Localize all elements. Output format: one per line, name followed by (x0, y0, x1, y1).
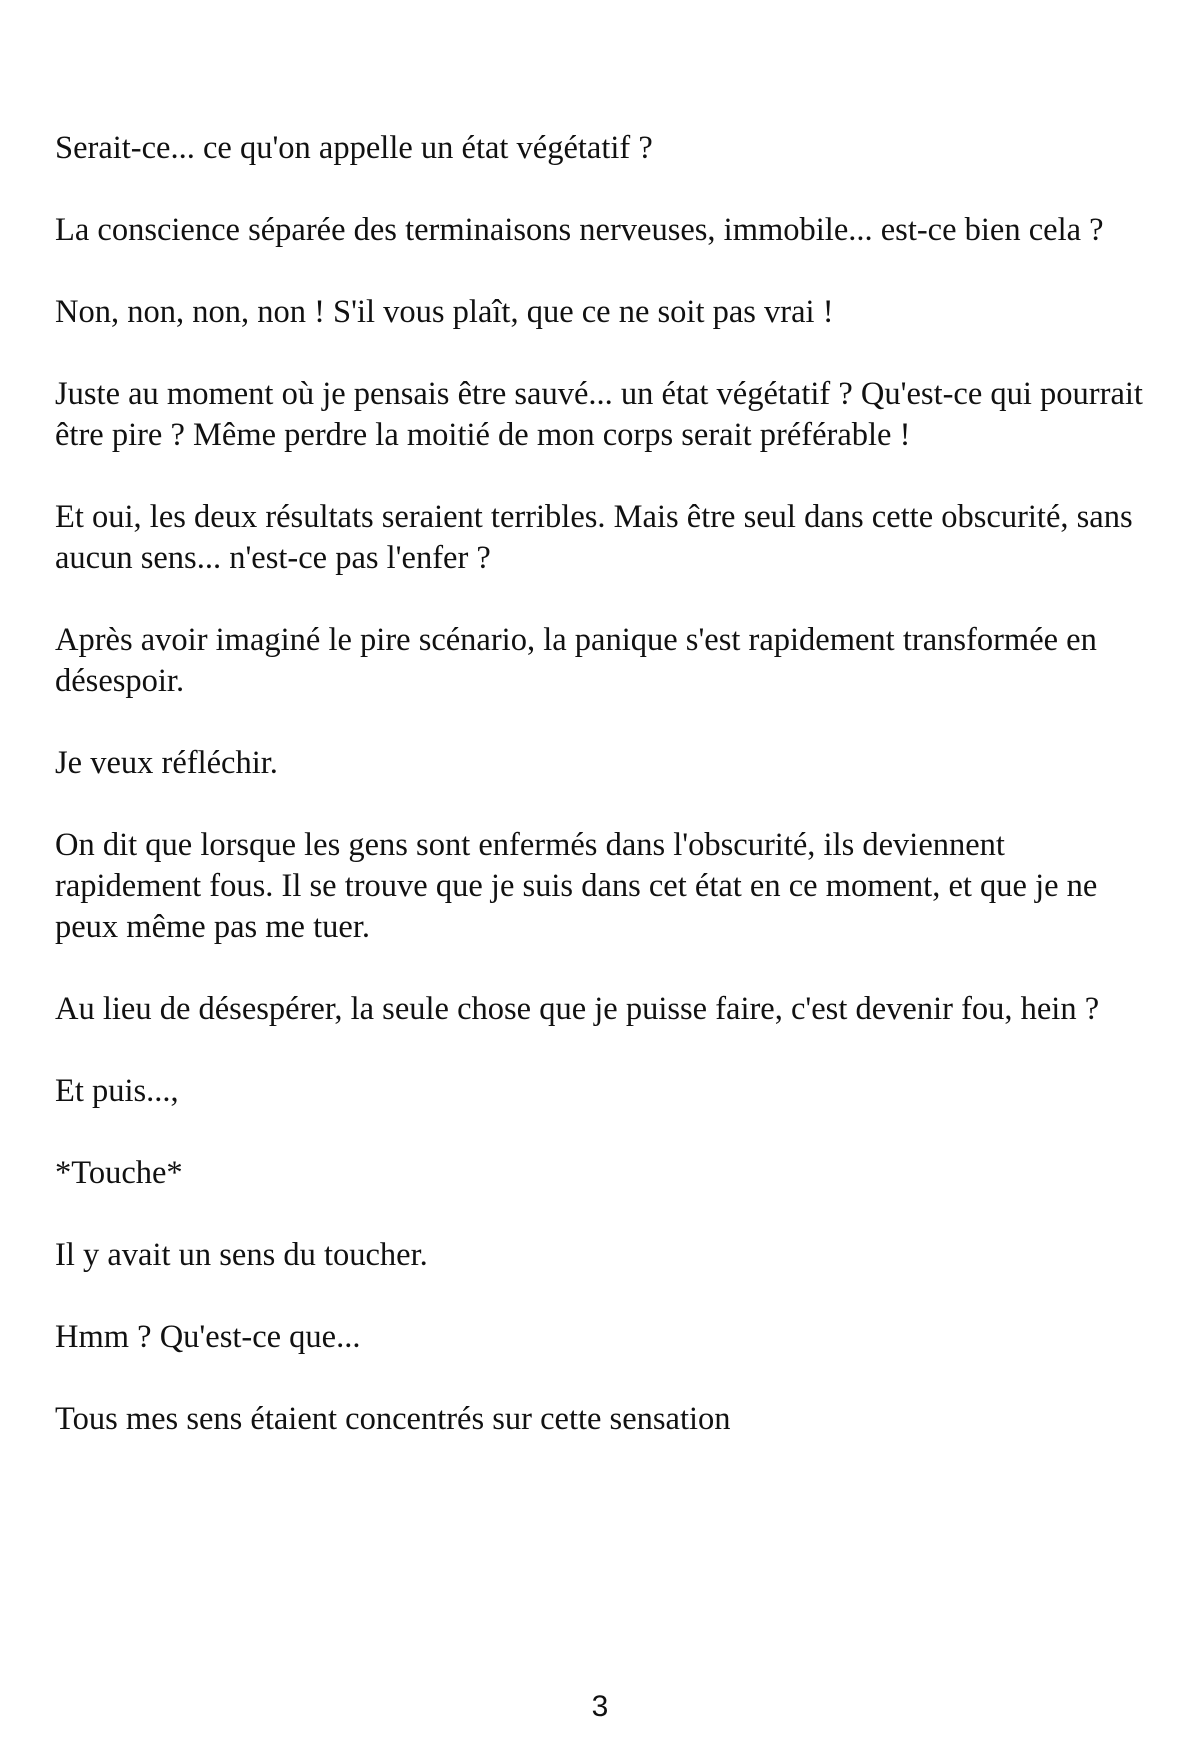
paragraph: Non, non, non, non ! S'il vous plaît, que ce ne soit pas vrai ! (55, 294, 834, 330)
paragraph: Tous mes sens étaient concentrés sur cette sensation (55, 1401, 731, 1437)
page-number: 3 (591, 1690, 609, 1723)
paragraph: Juste au moment où je pensais être sauvé... un état végétatif ? Qu'est-ce qui pourrait être pire ? Même perdre la moitié de mon corps serait préférable ! (55, 376, 1143, 453)
paragraph: Et oui, les deux résultats seraient terribles. Mais être seul dans cette obscurité, sans aucun sens... n'est-ce pas l'enfer ? (55, 499, 1133, 576)
paragraph: Serait-ce... ce qu'on appelle un état végétatif ? (55, 130, 653, 166)
paragraph: *Touche* (55, 1155, 183, 1191)
paragraph: La conscience séparée des terminaisons nerveuses, immobile... est-ce bien cela ? (55, 212, 1104, 248)
paragraph: On dit que lorsque les gens sont enfermés dans l'obscurité, ils deviennent rapidement fous. Il se trouve que je suis dans cet état en ce moment, et que je ne peux même pas me tuer. (55, 827, 1098, 945)
paragraph: Il y avait un sens du toucher. (55, 1237, 428, 1273)
paragraph: Hmm ? Qu'est-ce que... (55, 1319, 361, 1355)
paragraph: Et puis..., (55, 1073, 179, 1109)
body-text (55, 128, 1145, 1481)
paragraph: Je veux réfléchir. (55, 745, 278, 781)
paragraph: Après avoir imaginé le pire scénario, la panique s'est rapidement transformée en désespoir. (55, 622, 1097, 699)
paragraph: Au lieu de désespérer, la seule chose que je puisse faire, c'est devenir fou, hein ? (55, 991, 1100, 1027)
